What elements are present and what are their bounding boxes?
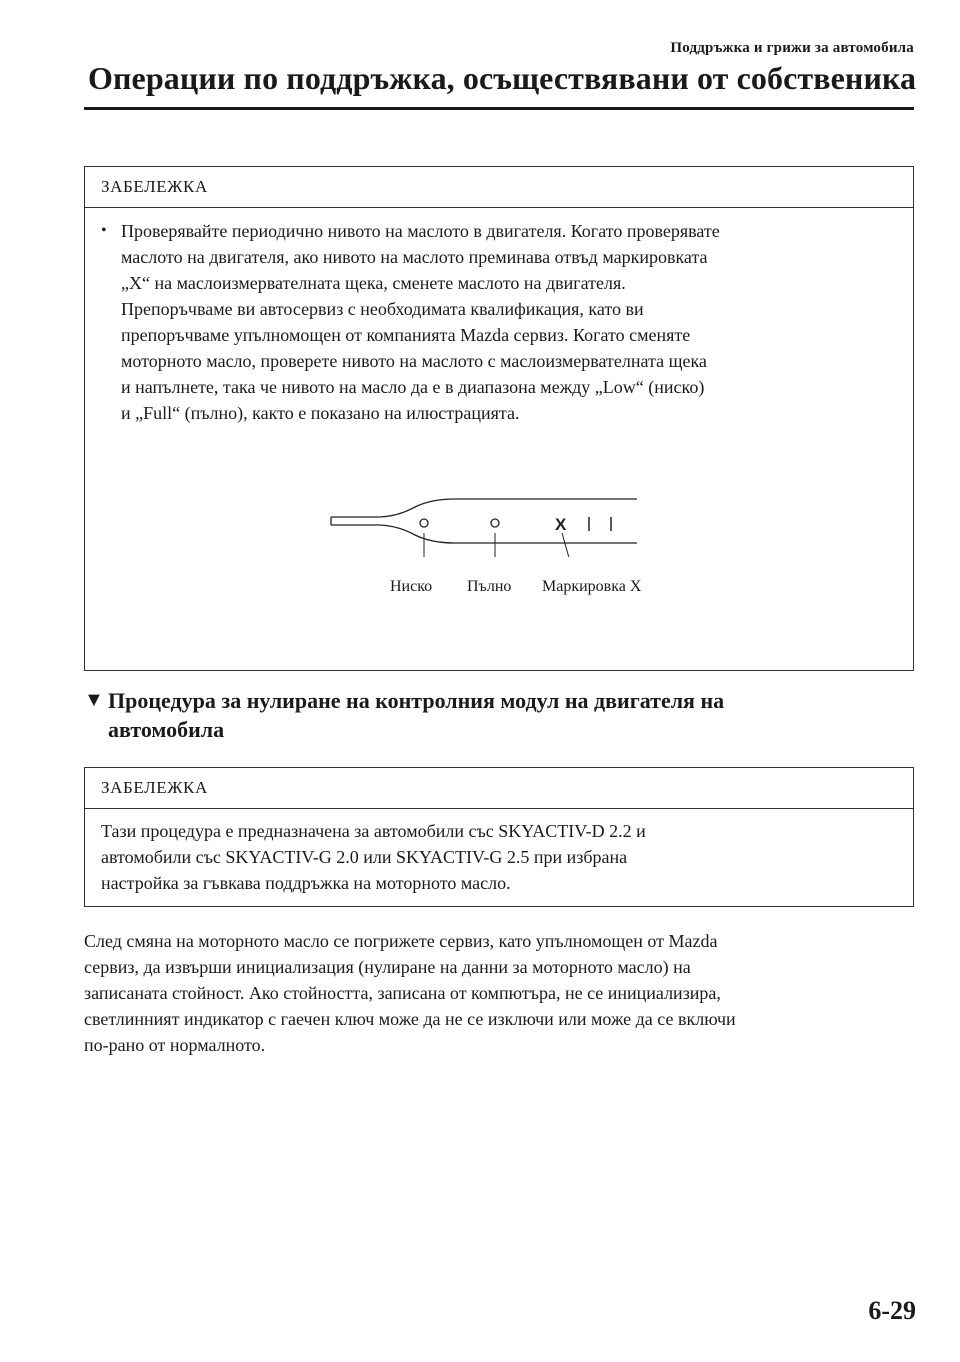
body-line: по-рано от нормалното. [84, 1035, 266, 1055]
note-line: моторното масло, проверете нивото на маслото с маслоизмервателната щека [121, 351, 707, 371]
section-heading [84, 686, 914, 744]
full-mark-icon [491, 519, 499, 527]
bullet-item [101, 218, 897, 426]
note-line: и „Full“ (пълно), както е показано на илюстрацията. [121, 403, 520, 423]
page-title: Операции по поддръжка, осъществявани от собственика [88, 60, 917, 96]
body-line: светлинният индикатор с гаечен ключ може да не се изключи или може да се включи [84, 1009, 736, 1029]
body-line: сервиз, да извърши инициализация (нулиране на данни за моторното масло) на [84, 957, 691, 977]
triangle-down-icon: ▼ [84, 689, 104, 711]
page-number: 6-29 [868, 1296, 916, 1325]
note-line: маслото на двигателя, ако нивото на маслото преминава отвъд маркировката [121, 247, 708, 267]
low-mark-icon [420, 519, 428, 527]
note-line: препоръчваме упълномощен от компанията Mazda сервиз. Когато сменяте [121, 325, 691, 345]
dipstick-handle [331, 499, 637, 517]
note-line: и напълнете, така че нивото на масло да е в диапазона между „Low“ (ниско) [121, 377, 705, 397]
bullet-icon: • [101, 222, 107, 239]
note-line: „X“ на маслоизмервателната щека, сменете маслото на двигателя. [121, 273, 626, 293]
body-line: записаната стойност. Ако стойността, записана от компютъра, не се инициализира, [84, 983, 721, 1003]
chapter-header: Поддръжка и грижи за автомобила [670, 40, 914, 56]
note-heading: ЗАБЕЛЕЖКА [85, 167, 913, 208]
note-body [85, 208, 913, 426]
dipstick-figure [85, 467, 913, 667]
leader-mark [562, 533, 575, 557]
note-line: автомобили със SKYACTIV-G 2.0 или SKYACTIV-G 2.5 при избрана [101, 847, 628, 867]
body-paragraph [84, 928, 914, 1058]
note-box-procedure [84, 767, 914, 907]
body-line: След смяна на моторното масло се погрижете сервиз, като упълномощен от Mazda [84, 931, 718, 951]
label-low: Ниско [390, 578, 433, 595]
section-title-line: автомобила [108, 717, 225, 742]
dipstick-illustration [85, 467, 913, 557]
note-line: настройка за гъвкава поддръжка на моторното масло. [101, 873, 511, 893]
note-line: Тази процедура е предназначена за автомобили със SKYACTIV-D 2.2 и [101, 821, 646, 841]
note-line: Препоръчваме ви автосервиз с необходимата квалификация, като ви [121, 299, 644, 319]
note-line: Проверявайте периодично нивото на маслото в двигателя. Когато проверявате [121, 221, 720, 241]
note-box-oil-check [84, 166, 914, 671]
label-mark-x: Маркировка X [542, 578, 642, 595]
dipstick-handle-lower [331, 525, 637, 543]
note-heading: ЗАБЕЛЕЖКА [85, 768, 913, 809]
section-title-line: Процедура за нулиране на контролния модул на двигателя на [108, 688, 725, 713]
label-full: Пълно [467, 578, 512, 595]
note-body [85, 809, 913, 896]
x-mark-glyph: X [555, 515, 567, 534]
title-rule [84, 107, 914, 110]
